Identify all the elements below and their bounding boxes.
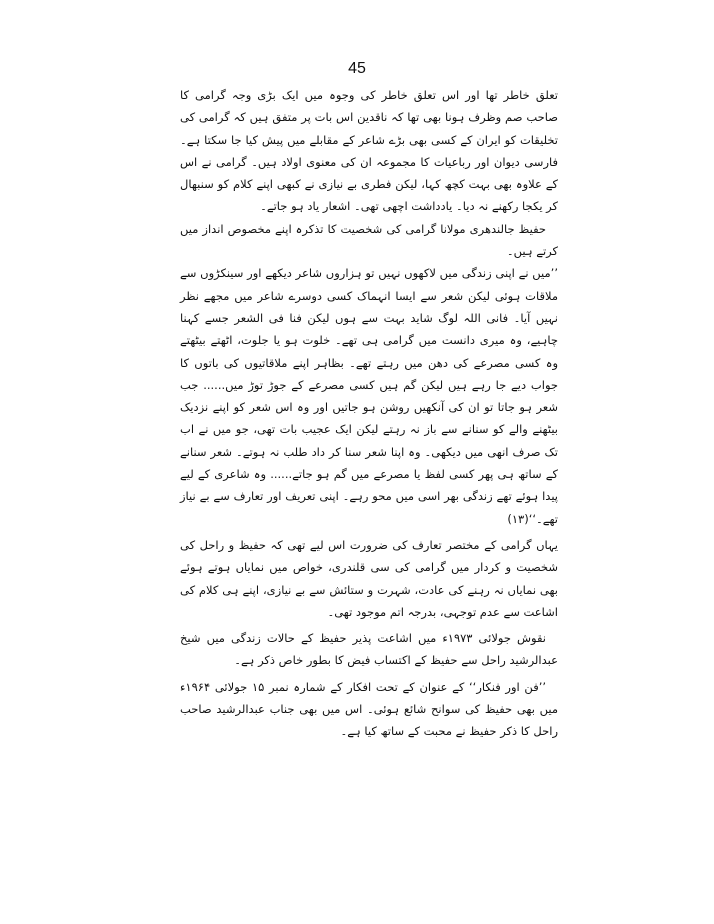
- paragraph-gramis-poetry: تعلق خاطر تھا اور اس تعلق خاطر کی وجوہ میں ایک بڑی وجہ گرامی کا صاحب صم وظرف ہونا بھی تھا کہ ناقدین اس بات پر متفق ہیں کہ گرامی کی تخلیقات کو ایران کے کسی بھی بڑے شاعر کے مقابلے میں پیش کیا جا سکتا ہے۔ فارسی دیوان اور رباعیات کا مجموعہ ان کی معنوی اولاد ہیں۔ گرامی نے اس کے علاوہ بھی بہت کچھ کہا، لیکن فطری بے نیازی نے کبھی اپنے کلام کو سنبھال کر یکجا رکھنے نہ دیا۔ یادداشت اچھی تھی۔ اشعار یاد ہو جاتے۔: [180, 88, 558, 214]
- page-body: [180, 84, 558, 743]
- paragraph-hafeez-intro: حفیظ جالندھری مولانا گرامی کی شخصیت کا تذکرہ اپنے مخصوص انداز میں کرتے ہیں۔: [180, 221, 558, 259]
- paragraph-afkaar-1964: ’’فن اور فنکار‘‘ کے عنوان کے تحت افکار کے شمارہ نمبر ۱۵ جولائی ۱۹۶۴ء میں بھی حفیظ کی سوانح شائع ہوئی۔ اس میں بھی جناب عبدالرشید صاحب راحل کا ذکر حفیظ نے محبت کے ساتھ کیا ہے۔: [180, 679, 558, 739]
- paragraph-grami-context: یہاں گرامی کے مختصر تعارف کی ضرورت اس لیے تھی کہ حفیظ و راحل کی شخصیت و کردار میں گرامی کی سی قلندری، خواص میں نمایاں ہوتے ہوئے بھی نمایاں نہ رہنے کی عادت، شہرت و ستائش سے بے نیازی، اپنے ہی کلام کی اشاعت سے عدم توجہی، بدرجہ اتم موجود تھی۔: [180, 537, 558, 619]
- paragraph-naqoosh-1973: نقوش جولائی ۱۹۷۳ء میں اشاعت پذیر حفیظ کے حالات زندگی میں شیخ عبدالرشید راحل سے حفیظ کے اکتساب فیض کا بطور خاص ذکر ہے۔: [180, 631, 558, 668]
- page-number: 45: [348, 60, 366, 77]
- quotation-hafeez-on-grami: ’’میں نے اپنی زندگی میں لاکھوں نہیں تو ہزاروں شاعر دیکھے اور سینکڑوں سے ملاقات ہوئی لیکن شعر سے ایسا انہماک کسی دوسرے شاعر میں مجھے نظر نہیں آیا۔ فانی اللہ لوگ شاید بہت سے ہوں لیکن فنا فی الشعر جسے کہنا چاہیے، وہ میری دانست میں گرامی ہی تھے۔ خلوت ہو یا جلوت، اٹھتے بیٹھتے وہ کسی مصرعے کی دھن میں رہتے تھے۔ بظاہر اپنے ملاقاتیوں کی باتوں کا جواب دیے جا رہے ہیں لیکن گم ہیں کسی مصرعے کے جوڑ توڑ میں...... جب شعر ہو جاتا تو ان کی آنکھیں روشن ہو جاتیں اور وہ اس شعر کو اپنے نزدیک بیٹھنے والے کو سنانے سے باز نہ رہتے لیکن ایک عجیب بات تھی، جو میں نے اب تک صرف انھی میں دیکھی۔ وہ اپنا شعر سنا کر داد طلب نہ ہوتے۔ شعر سنانے کے ساتھ ہی پھر کسی لفظ یا مصرعے میں گم ہو جاتے...... وہ شاعری کے لیے پیدا ہوئے تھے زندگی بھر اسی میں محو رہے۔ اپنی تعریف اور تعارف سے بے نیاز تھے۔‘‘(۱۳): [180, 266, 558, 526]
